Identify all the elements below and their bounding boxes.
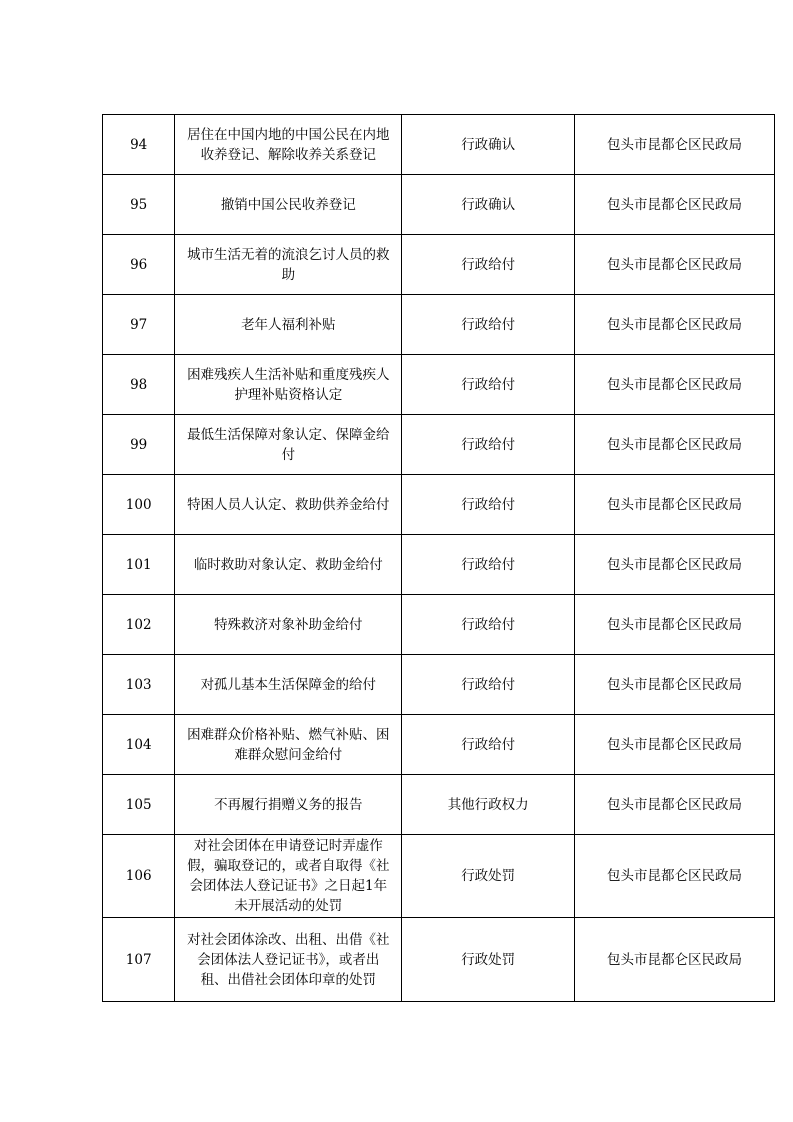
power-item: 困难残疾人生活补贴和重度残疾人护理补贴资格认定 [175,355,402,415]
power-type: 行政给付 [402,715,575,775]
table-row [103,535,775,595]
table-row [103,355,775,415]
power-item: 困难群众价格补贴、燃气补贴、困难群众慰问金给付 [175,715,402,775]
row-number: 98 [103,355,175,415]
table-row [103,235,775,295]
row-number: 103 [103,655,175,715]
department: 包头市昆都仑区民政局 [575,355,775,415]
power-type: 行政给付 [402,595,575,655]
power-type: 行政给付 [402,355,575,415]
power-item: 居住在中国内地的中国公民在内地收养登记、解除收养关系登记 [175,115,402,175]
power-item: 对社会团体在申请登记时弄虚作假，骗取登记的，或者自取得《社会团体法人登记证书》之日起1年未开展活动的处罚 [175,835,402,918]
table-row [103,595,775,655]
power-type: 行政确认 [402,175,575,235]
row-number: 107 [103,918,175,1002]
row-number: 96 [103,235,175,295]
department: 包头市昆都仑区民政局 [575,175,775,235]
power-item: 最低生活保障对象认定、保障金给付 [175,415,402,475]
power-item: 临时救助对象认定、救助金给付 [175,535,402,595]
row-number: 102 [103,595,175,655]
table-row [103,775,775,835]
department: 包头市昆都仑区民政局 [575,535,775,595]
department: 包头市昆都仑区民政局 [575,775,775,835]
power-type: 行政给付 [402,535,575,595]
department: 包头市昆都仑区民政局 [575,595,775,655]
power-type: 行政处罚 [402,835,575,918]
department: 包头市昆都仑区民政局 [575,715,775,775]
power-item: 老年人福利补贴 [175,295,402,355]
table-row [103,415,775,475]
power-item: 特殊救济对象补助金给付 [175,595,402,655]
row-number: 94 [103,115,175,175]
row-number: 99 [103,415,175,475]
power-item: 城市生活无着的流浪乞讨人员的救助 [175,235,402,295]
power-item: 对孤儿基本生活保障金的给付 [175,655,402,715]
power-type: 行政给付 [402,655,575,715]
power-type: 行政给付 [402,475,575,535]
power-item: 对社会团体涂改、出租、出借《社会团体法人登记证书》，或者出租、出借社会团体印章的处罚 [175,918,402,1002]
row-number: 97 [103,295,175,355]
row-number: 105 [103,775,175,835]
department: 包头市昆都仑区民政局 [575,655,775,715]
department: 包头市昆都仑区民政局 [575,475,775,535]
table-row [103,475,775,535]
department: 包头市昆都仑区民政局 [575,235,775,295]
table-row [103,918,775,1002]
row-number: 95 [103,175,175,235]
table-row [103,295,775,355]
power-item: 撤销中国公民收养登记 [175,175,402,235]
department: 包头市昆都仑区民政局 [575,115,775,175]
power-list-table [102,114,775,1002]
department: 包头市昆都仑区民政局 [575,295,775,355]
department: 包头市昆都仑区民政局 [575,918,775,1002]
power-item: 特困人员人认定、救助供养金给付 [175,475,402,535]
table-row [103,715,775,775]
table-row [103,115,775,175]
department: 包头市昆都仑区民政局 [575,835,775,918]
power-type: 行政处罚 [402,918,575,1002]
row-number: 104 [103,715,175,775]
row-number: 106 [103,835,175,918]
table-body [103,115,775,1002]
power-type: 行政确认 [402,115,575,175]
power-type: 行政给付 [402,415,575,475]
row-number: 101 [103,535,175,595]
power-item: 不再履行捐赠义务的报告 [175,775,402,835]
row-number: 100 [103,475,175,535]
power-type: 行政给付 [402,235,575,295]
power-type: 行政给付 [402,295,575,355]
table-row [103,175,775,235]
department: 包头市昆都仑区民政局 [575,415,775,475]
table-row [103,655,775,715]
power-type: 其他行政权力 [402,775,575,835]
table-row [103,835,775,918]
